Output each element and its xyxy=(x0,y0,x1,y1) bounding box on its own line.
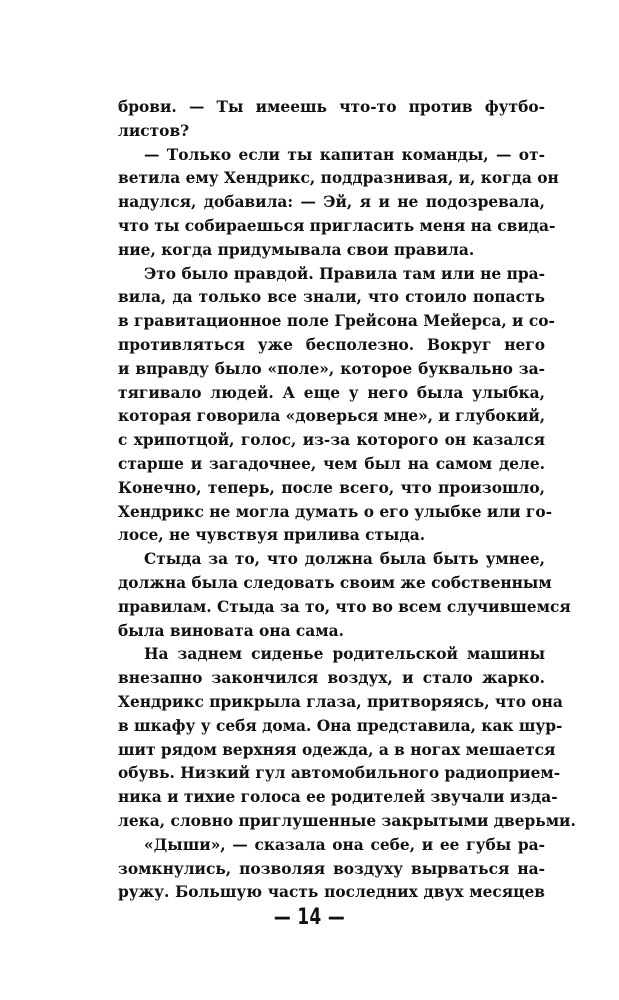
text-line: На заднем сиденье родительской машины xyxy=(144,645,545,664)
text-line: противляться уже бесполезно. Вокруг него xyxy=(118,335,545,354)
text-line: брови. — Ты имеешь что-то против футбо- xyxy=(118,98,545,116)
text-line: ружу. Большую часть последних двух месяцев xyxy=(118,883,545,902)
text-line: и вправду было «поле», которое буквально за- xyxy=(118,359,545,378)
text-line: старше и загадочнее, чем был на самом деле. xyxy=(118,454,545,473)
text-line: что ты собираешься пригласить меня на свида- xyxy=(118,216,556,235)
text-line: лосе, не чувствуя прилива стыда. xyxy=(118,526,426,545)
text-line: вила, да только все знали, что стоило попасть xyxy=(118,288,545,307)
text-line: которая говорила «доверься мне», и глубокий, xyxy=(118,407,546,426)
text-line: Это было правдой. Правила там или не пра- xyxy=(144,264,545,283)
text-line: шит рядом верхняя одежда, а в ногах мешается xyxy=(118,740,556,759)
text-line: Конечно, теперь, после всего, что произошло, xyxy=(118,478,545,497)
text-line: ние, когда придумывала свои правила. xyxy=(118,240,475,259)
text-line: Хендрикс не могла думать о его улыбке или го- xyxy=(118,502,552,521)
page-number: — 14 — xyxy=(273,905,346,930)
text-line: лека, словно приглушенные закрытыми дверьми. xyxy=(118,811,576,830)
text-line: в гравитационное поле Грейсона Мейерса, и со- xyxy=(118,312,555,331)
paragraph xyxy=(118,263,555,549)
text-line: Стыда за то, что должна была быть умнее, xyxy=(144,550,545,569)
paragraph xyxy=(118,548,571,643)
text-line: — Только если ты капитан команды, — от- xyxy=(144,145,545,164)
text-line: надулся, добавила: — Эй, я и не подозревала, xyxy=(118,193,545,212)
text-line: зомкнулись, позволяя воздуху вырваться на- xyxy=(118,859,545,878)
text-line: с хрипотцой, голос, из-за которого он казался xyxy=(118,431,545,450)
text-line: «Дыши», — сказала она себе, и ее губы ра- xyxy=(144,835,545,854)
text-line: обувь. Низкий гул автомобильного радиоприем- xyxy=(118,764,561,783)
text-line: была виновата она сама. xyxy=(118,621,344,640)
paragraph xyxy=(118,144,559,263)
text-line: Хендрикс прикрыла глаза, притворяясь, что она xyxy=(118,692,563,711)
text-line: тягивало людей. А еще у него была улыбка, xyxy=(118,383,545,402)
paragraph xyxy=(118,96,545,144)
body-text xyxy=(118,96,576,905)
text-line: листов? xyxy=(118,121,190,140)
text-line: должна была следовать своим же собственным xyxy=(118,573,552,592)
text-line: в шкафу у себя дома. Она представила, как шур- xyxy=(118,716,563,735)
text-line: ветила ему Хендрикс, поддразнивая, и, когда он xyxy=(118,169,559,188)
paragraph xyxy=(118,834,545,905)
paragraph xyxy=(118,643,576,833)
text-line: внезапно закончился воздух, и стало жарко. xyxy=(118,669,545,688)
text-line: правилам. Стыда за то, что во всем случившемся xyxy=(118,597,571,616)
text-line: ника и тихие голоса ее родителей звучали изда- xyxy=(118,788,558,807)
